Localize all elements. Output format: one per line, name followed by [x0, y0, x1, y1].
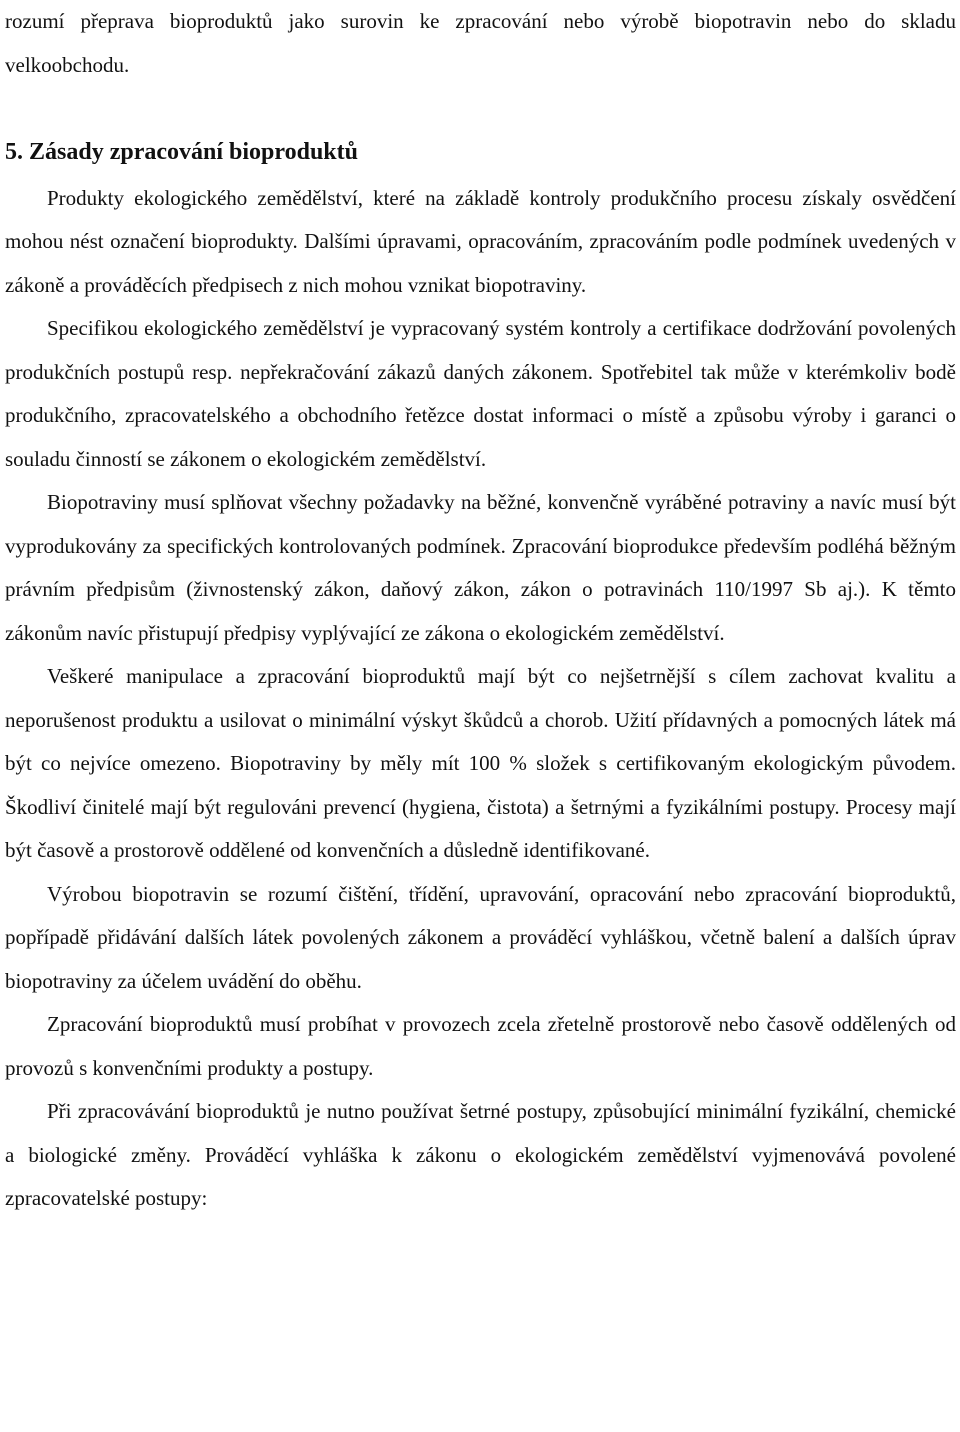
paragraph-3: Biopotraviny musí splňovat všechny požadavky na běžné, konvenčně vyráběné potraviny a navíc musí být vyprodukovány za specifických kontrolovaných podmínek. Zpracování bioprodukce především podléhá běžným právním předpisům (živnostenský zákon, daňový zákon, zákon o potravinách 110/1997 Sb aj.). K těmto zákonům navíc přistupují předpisy vyplývající ze zákona o ekologickém zemědělství.	[5, 490, 956, 645]
paragraph-7: Při zpracovávání bioproduktů je nutno používat šetrné postupy, způsobující minimální fyzikální, chemické a biologické změny. Prováděcí vyhláška k zákonu o ekologickém zemědělství vyjmenovává povolené zpracovatelské postupy:	[5, 1099, 956, 1210]
paragraph-6: Zpracování bioproduktů musí probíhat v provozech zcela zřetelně prostorově nebo časově oddělených od provozů s konvenčními produkty a postupy.	[5, 1012, 956, 1080]
paragraph-intro-continuation: rozumí přeprava bioproduktů jako surovin ke zpracování nebo výrobě biopotravin nebo do skladu velkoobchodu.	[5, 9, 956, 77]
paragraph-4: Veškeré manipulace a zpracování bioproduktů mají být co nejšetrnější s cílem zachovat kvalitu a neporušenost produktu a usilovat o minimální výskyt škůdců a chorob. Užití přídavných a pomocných látek má být co nejvíce omezeno. Biopotraviny by měly mít 100 % složek s certifikovaným ekologickým původem. Škodliví činitelé mají být regulováni prevencí (hygiena, čistota) a šetrnými a fyzikálními postupy. Procesy mají být časově a prostorově oddělené od konvenčních a důsledně identifikované.	[5, 664, 956, 862]
spacer	[5, 87, 956, 131]
paragraph-5: Výrobou biopotravin se rozumí čištění, třídění, upravování, opracování nebo zpracování bioproduktů, popřípadě přidávání dalších látek povolených zákonem a prováděcí vyhláškou, včetně balení a dalších úprav biopotraviny za účelem uvádění do oběhu.	[5, 881, 956, 993]
paragraph-2: Specifikou ekologického zemědělství je vypracovaný systém kontroly a certifikace dodržování povolených produkčních postupů resp. nepřekračování zákazů daných zákonem. Spotřebitel tak může v kterémkoliv bodě produkčního, zpracovatelského a obchodního řetězce dostat informaci o místě a způsobu výroby i garanci o souladu činností se zákonem o ekologickém zemědělství.	[5, 316, 956, 471]
section-heading: 5. Zásady zpracování bioproduktů	[5, 139, 358, 165]
paragraph-1: Produkty ekologického zemědělství, které na základě kontroly produkčního procesu získaly osvědčení mohou nést označení bioprodukty. Dalšími úpravami, opracováním, zpracováním podle podmínek uvedených v zákoně a prováděcích předpisech z nich mohou vznikat biopotraviny.	[5, 185, 956, 297]
